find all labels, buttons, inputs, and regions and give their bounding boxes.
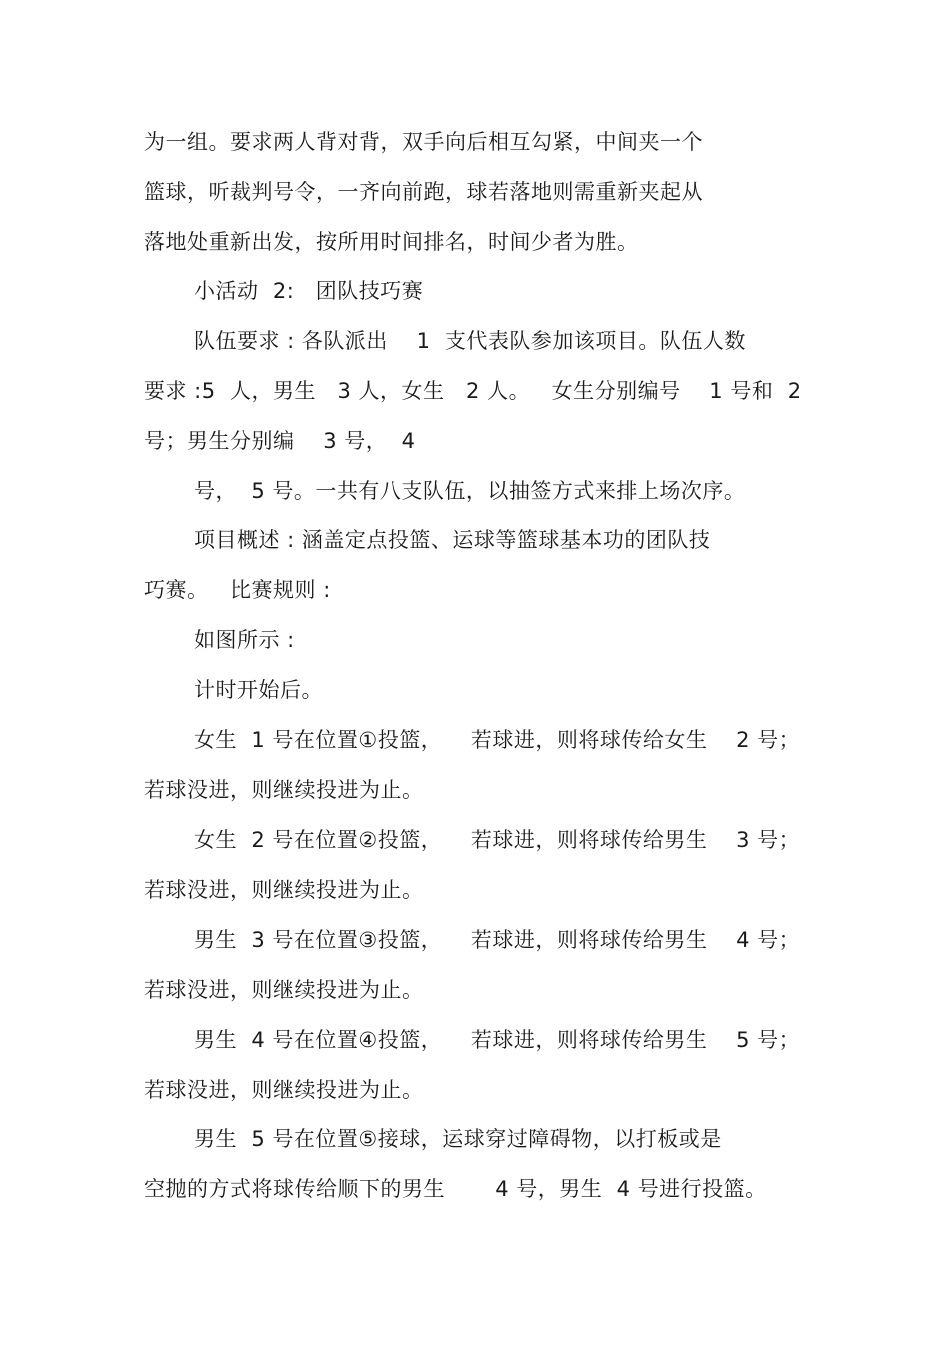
text-line: 男生 3 号在位置③投篮， 若球进，则将球传给男生 4 号； (194, 928, 801, 952)
text-line: 项目概述 : 涵盖定点投篮、运球等篮球基本功的团队技 (194, 528, 711, 552)
text-line: 如图所示 : (194, 628, 295, 652)
text-line: 若球没进，则继续投进为止。 (144, 978, 424, 1002)
text-line: 计时开始后。 (194, 678, 323, 702)
text-line: 空抛的方式将球传给顺下的男生 4 号，男生 4 号进行投篮。 (144, 1177, 767, 1201)
text-line: 落地处重新出发，按所用时间排名，时间少者为胜。 (144, 230, 639, 254)
section-heading: 小活动 2: 团队技巧赛 (194, 279, 424, 303)
text-line: 为一组。要求两人背对背，双手向后相互勾紧，中间夹一个 (144, 130, 703, 154)
text-line: 若球没进，则继续投进为止。 (144, 778, 424, 802)
text-line: 巧赛。 比赛规则 : (144, 578, 331, 602)
text-line: 男生 4 号在位置④投篮， 若球进，则将球传给男生 5 号； (194, 1028, 801, 1052)
text-line: 若球没进，则继续投进为止。 (144, 878, 424, 902)
text-line: 号， 5 号。一共有八支队伍，以抽签方式来排上场次序。 (194, 479, 746, 503)
text-line: 要求 :5 人，男生 3 人，女生 2 人。 女生分别编号 1 号和 2 (144, 379, 802, 403)
text-line: 篮球，听裁判号令，一齐向前跑，球若落地则需重新夹起从 (144, 180, 703, 204)
text-line: 男生 5 号在位置⑤接球，运球穿过障碍物，以打板或是 (194, 1127, 722, 1151)
text-line: 队伍要求 : 各队派出 1 支代表队参加该项目。队伍人数 (194, 329, 746, 353)
text-line: 女生 1 号在位置①投篮， 若球进，则将球传给女生 2 号； (194, 728, 801, 752)
text-line: 若球没进，则继续投进为止。 (144, 1078, 424, 1102)
text-line: 女生 2 号在位置②投篮， 若球进，则将球传给男生 3 号； (194, 828, 801, 852)
text-line: 号；男生分别编 3 号， 4 (144, 429, 416, 453)
